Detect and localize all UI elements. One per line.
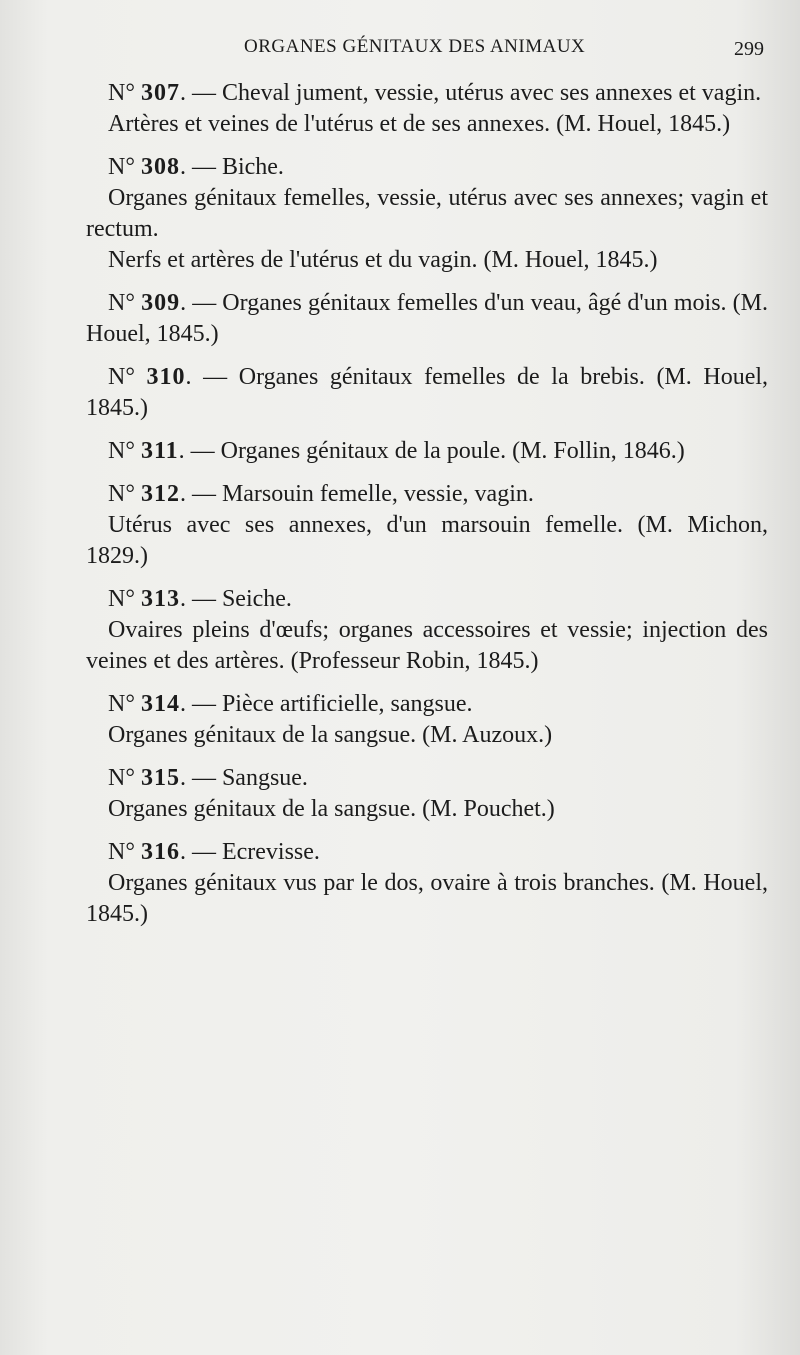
entry-title: — Organes génitaux femelles d'un veau, âgé d'un mois. (M. Houel, 1845.)	[86, 290, 769, 347]
entry-prefix: N°	[108, 438, 135, 464]
entry-heading: N° 314. — Pièce artificielle, sangsue.	[108, 691, 473, 717]
entry-prefix: N°	[108, 364, 135, 390]
entry-title: — Marsouin femelle, vessie, vagin.	[191, 481, 534, 507]
entry-heading: N° 311. — Organes génitaux de la poule. (M. Follin, 1846.)	[108, 438, 685, 464]
entry-description: Organes génitaux femelles, vessie, utérus avec ses annexes; vagin et rectum.	[86, 185, 768, 242]
entry-number: 316	[140, 839, 180, 865]
catalog-entry	[86, 362, 768, 424]
catalog-entry	[86, 584, 768, 677]
entry-prefix: N°	[108, 691, 135, 717]
entry-description: Artères et veines de l'utérus et de ses annexes. (M. Houel, 1845.)	[108, 111, 731, 137]
catalog-entry	[86, 436, 768, 467]
entry-prefix: N°	[108, 839, 135, 865]
entry-title: — Sangsue.	[191, 765, 308, 791]
entry-title: — Biche.	[191, 154, 284, 180]
running-title: ORGANES GÉNITAUX DES ANIMAUX	[244, 36, 586, 57]
entry-number: 313	[140, 586, 180, 612]
catalog-entry	[86, 288, 768, 350]
entry-title: — Seiche.	[191, 586, 292, 612]
entry-title: — Ecrevisse.	[191, 839, 320, 865]
page-number: 299	[734, 38, 764, 60]
entry-title: — Pièce artificielle, sangsue.	[191, 691, 473, 717]
catalog-entry	[86, 689, 768, 751]
entry-heading: N° 312. — Marsouin femelle, vessie, vagin.	[108, 481, 534, 507]
catalog-entries	[86, 78, 768, 942]
entry-title: — Organes génitaux femelles de la brebis. (M. Houel, 1845.)	[86, 364, 769, 421]
catalog-entry	[86, 152, 768, 276]
entry-description: Nerfs et artères de l'utérus et du vagin. (M. Houel, 1845.)	[108, 247, 658, 273]
entry-description: Ovaires pleins d'œufs; organes accessoires et vessie; injection des veines et des artères. (Professeur Robin, 1845.)	[86, 617, 768, 674]
entry-description: Utérus avec ses annexes, d'un marsouin femelle. (M. Michon, 1829.)	[86, 512, 768, 569]
entry-number: 310	[146, 364, 186, 390]
entry-heading: N° 307. — Cheval jument, vessie, utérus avec ses annexes et vagin.	[108, 80, 762, 106]
entry-prefix: N°	[108, 80, 135, 106]
entry-prefix: N°	[108, 154, 135, 180]
entry-title: — Organes génitaux de la poule. (M. Follin, 1846.)	[190, 438, 685, 464]
entry-prefix: N°	[108, 481, 135, 507]
entry-number: 312	[140, 481, 180, 507]
entry-number: 315	[140, 765, 180, 791]
entry-heading: N° 308. — Biche.	[108, 154, 284, 180]
entry-title: — Cheval jument, vessie, utérus avec ses annexes et vagin.	[191, 80, 762, 106]
entry-description: Organes génitaux vus par le dos, ovaire à trois branches. (M. Houel, 1845.)	[86, 870, 768, 927]
entry-description: Organes génitaux de la sangsue. (M. Pouchet.)	[108, 796, 555, 822]
entry-heading: N° 315. — Sangsue.	[108, 765, 308, 791]
entry-heading: N° 309. — Organes génitaux femelles d'un veau, âgé d'un mois. (M. Houel, 1845.)	[86, 290, 769, 347]
entry-heading: N° 310. — Organes génitaux femelles de la brebis. (M. Houel, 1845.)	[86, 364, 769, 421]
entry-number: 309	[141, 290, 181, 316]
entry-number: 314	[140, 691, 180, 717]
entry-prefix: N°	[108, 586, 135, 612]
catalog-entry	[86, 763, 768, 825]
entry-prefix: N°	[108, 290, 135, 316]
catalog-entry	[86, 479, 768, 572]
catalog-entry	[86, 837, 768, 930]
page-header	[0, 36, 800, 60]
entry-prefix: N°	[108, 765, 135, 791]
entry-heading: N° 313. — Seiche.	[108, 586, 292, 612]
catalog-entry	[86, 78, 768, 140]
entry-number: 307	[140, 80, 180, 106]
entry-description: Organes génitaux de la sangsue. (M. Auzoux.)	[108, 722, 553, 748]
entry-number: 308	[140, 154, 180, 180]
entry-heading: N° 316. — Ecrevisse.	[108, 839, 320, 865]
entry-number: 311	[140, 438, 179, 464]
